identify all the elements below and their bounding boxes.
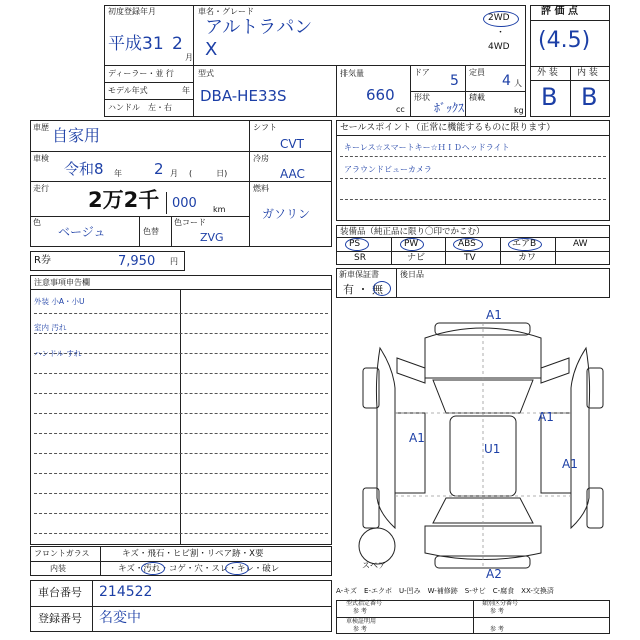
- equip-abs: ABS: [458, 239, 476, 249]
- capacity-value: 4: [502, 73, 511, 89]
- ac-label: 冷房: [253, 154, 269, 163]
- damage-mark-left: A1: [409, 431, 425, 445]
- diagram-front-bumper: [435, 323, 530, 335]
- damage-mark-front: A1: [486, 308, 502, 322]
- warranty-title: 新車保証書: [339, 270, 379, 279]
- interior-cond-label: 内装: [50, 564, 66, 573]
- inspection-day-unit: ( 日): [189, 169, 228, 178]
- note-line2: 室内 汚れ: [34, 323, 67, 332]
- shape-label: 形状: [414, 93, 430, 102]
- notes-title: 注意事項申告欄: [34, 278, 90, 287]
- recycle-value: 7,950: [118, 254, 156, 269]
- note-guide-line: [34, 333, 328, 334]
- use-value: 自家用: [52, 126, 101, 145]
- color-code: ZVG: [200, 231, 224, 244]
- note-guide-line: [34, 493, 328, 494]
- chassis-value: 214522: [99, 584, 153, 600]
- note-guide-line: [34, 433, 328, 434]
- inspection-era: 令和8: [64, 160, 104, 178]
- interior-label: 内 装: [577, 68, 598, 78]
- door-label: ドア: [414, 68, 430, 77]
- equip-sr: SR: [354, 253, 366, 263]
- scuff-circle: [225, 562, 249, 575]
- sales-point-line2: アラウンドビューカメラ: [344, 165, 432, 174]
- delivery-label: 後日品: [400, 270, 424, 279]
- recycle-box: [30, 251, 185, 271]
- warranty-value: 有 ・ 無: [343, 283, 383, 296]
- type-label: 型式: [198, 69, 214, 78]
- sales-points-title: セールスポイント（正常に機能するものに限ります）: [340, 123, 556, 133]
- shift-label: シフト: [253, 123, 277, 132]
- damage-legend: A-キズ E-エクボ U-凹み W-補修跡 S-サビ C-腐食 XX-交換済: [336, 587, 554, 595]
- mileage-value: 2万2千: [88, 188, 160, 212]
- registration-value: 名変中: [99, 610, 141, 626]
- interior-color-label: 色替: [143, 227, 159, 236]
- exterior-grade: B: [541, 83, 558, 111]
- equipment-title: 装備品（純正品に限り〇印でかこむ）: [340, 227, 485, 237]
- registration-label: 登録番号: [38, 612, 82, 625]
- mileage-unit: km: [213, 205, 226, 214]
- drive-dot: ・: [496, 28, 506, 38]
- mileage-extra: 000: [172, 196, 197, 211]
- fuel-value: ガソリン: [262, 207, 311, 221]
- sales-point-line1: キーレス☆スマートキー☆ＨＩＤヘッドライト: [344, 143, 510, 152]
- notes-box: [30, 275, 332, 545]
- shift-value: CVT: [280, 137, 304, 151]
- note-guide-line: [34, 373, 328, 374]
- ac-value: AAC: [280, 167, 305, 181]
- diagram-right-door: [541, 413, 571, 493]
- footer-t2: 類別区分番号: [482, 600, 519, 607]
- grade: X: [205, 39, 218, 60]
- color-code-label: 色コード: [174, 218, 206, 227]
- use-label: 車歴: [33, 123, 49, 132]
- equip-ps: PS: [349, 239, 361, 249]
- diagram-left-door: [395, 413, 425, 493]
- model-name-label: 車名・グレード: [198, 7, 254, 16]
- note-guide-line: [34, 473, 328, 474]
- note-guide-line: [34, 413, 328, 414]
- fuel-label: 燃料: [253, 184, 269, 193]
- damage-mark-right-rear: A1: [562, 457, 578, 471]
- chassis-label: 車台番号: [38, 586, 82, 599]
- footer-t6: 参 考: [353, 626, 367, 633]
- footer-t5: 車検証明用: [346, 618, 377, 625]
- damage-mark-right-front: A1: [538, 410, 554, 424]
- mileage-label: 走行: [33, 184, 49, 193]
- note-guide-line: [34, 313, 328, 314]
- note-guide-line: [34, 393, 328, 394]
- capacity-unit: 人: [514, 79, 522, 88]
- equip-aw: AW: [573, 239, 588, 249]
- exterior-label: 外 装: [537, 68, 558, 78]
- footer-t1: 型式指定番号: [346, 600, 383, 607]
- inspection-month: 2: [154, 160, 164, 178]
- note-guide-line: [34, 533, 328, 534]
- note-line3: ハンドル すれ: [34, 349, 82, 358]
- dealer-label: ディーラー・並 行: [108, 69, 174, 78]
- diagram-back-door: [425, 526, 541, 560]
- model-year-unit: 年: [182, 86, 190, 95]
- shape-value: ﾎﾞｯｸｽ: [434, 101, 465, 115]
- equip-navi: ナビ: [407, 253, 426, 263]
- spare-label: スペア: [362, 561, 386, 570]
- equip-leather: カワ: [518, 253, 537, 263]
- footer-t3: 参 考: [353, 608, 367, 615]
- damage-mark-roof: U1: [484, 442, 501, 456]
- diagram-right-mirror: [541, 358, 569, 383]
- door-value: 5: [450, 73, 459, 89]
- model-year-label: モデル年式: [108, 86, 148, 95]
- handle-label: ハンドル 左・右: [108, 103, 172, 112]
- note-guide-line: [34, 513, 328, 514]
- equip-airbag: エアB: [512, 239, 537, 249]
- recycle-label: R券: [34, 255, 51, 266]
- first-reg-month: 2: [172, 34, 183, 54]
- inspection-label: 車検: [33, 154, 49, 163]
- footer-t7: 参 考: [490, 626, 504, 633]
- model-name: アルトラパン: [205, 17, 313, 38]
- first-reg-era: 平成31: [108, 34, 164, 54]
- first-reg-label: 初度登録年月: [108, 7, 156, 16]
- month-unit: 月: [185, 53, 193, 62]
- loading-label: 積載: [469, 93, 485, 102]
- evaluation-score: (4.5): [538, 28, 591, 53]
- note-guide-line: [34, 453, 328, 454]
- equip-tv: TV: [464, 253, 476, 263]
- front-glass-items: キズ・飛石・ヒビ割・リペア跡・X要: [122, 549, 264, 559]
- loading-unit: kg: [514, 106, 524, 115]
- front-glass-label: フロントガラス: [34, 549, 90, 558]
- inspection-month-unit: 月: [170, 169, 178, 178]
- stain-circle: [141, 562, 165, 575]
- warranty-none-circle: [373, 281, 391, 296]
- displacement-label: 排気量: [340, 69, 364, 78]
- evaluation-title: 評 価 点: [541, 6, 578, 17]
- displacement-unit: cc: [396, 105, 405, 114]
- drive-4wd: 4WD: [488, 42, 510, 52]
- color-value: ベージュ: [58, 225, 106, 239]
- damage-mark-rear: A2: [486, 567, 502, 581]
- diagram-spare-tire: [359, 528, 395, 564]
- drive-2wd: 2WD: [488, 13, 510, 23]
- recycle-unit: 円: [170, 257, 178, 266]
- capacity-label: 定員: [469, 68, 485, 77]
- footer-t4: 参 考: [490, 608, 504, 615]
- color-label: 色: [33, 218, 41, 227]
- interior-cond-items: キズ・汚れ・コゲ・穴・スレ・キレ・破レ: [118, 564, 280, 574]
- diagram-left-mirror: [397, 358, 425, 383]
- inspection-year-unit: 年: [114, 169, 122, 178]
- interior-grade: B: [581, 83, 598, 111]
- displacement-value: 660: [366, 86, 395, 104]
- type-value: DBA-HE33S: [200, 87, 287, 105]
- equip-pw: PW: [404, 239, 419, 249]
- note-line1: 外装 小A・小U: [34, 297, 85, 306]
